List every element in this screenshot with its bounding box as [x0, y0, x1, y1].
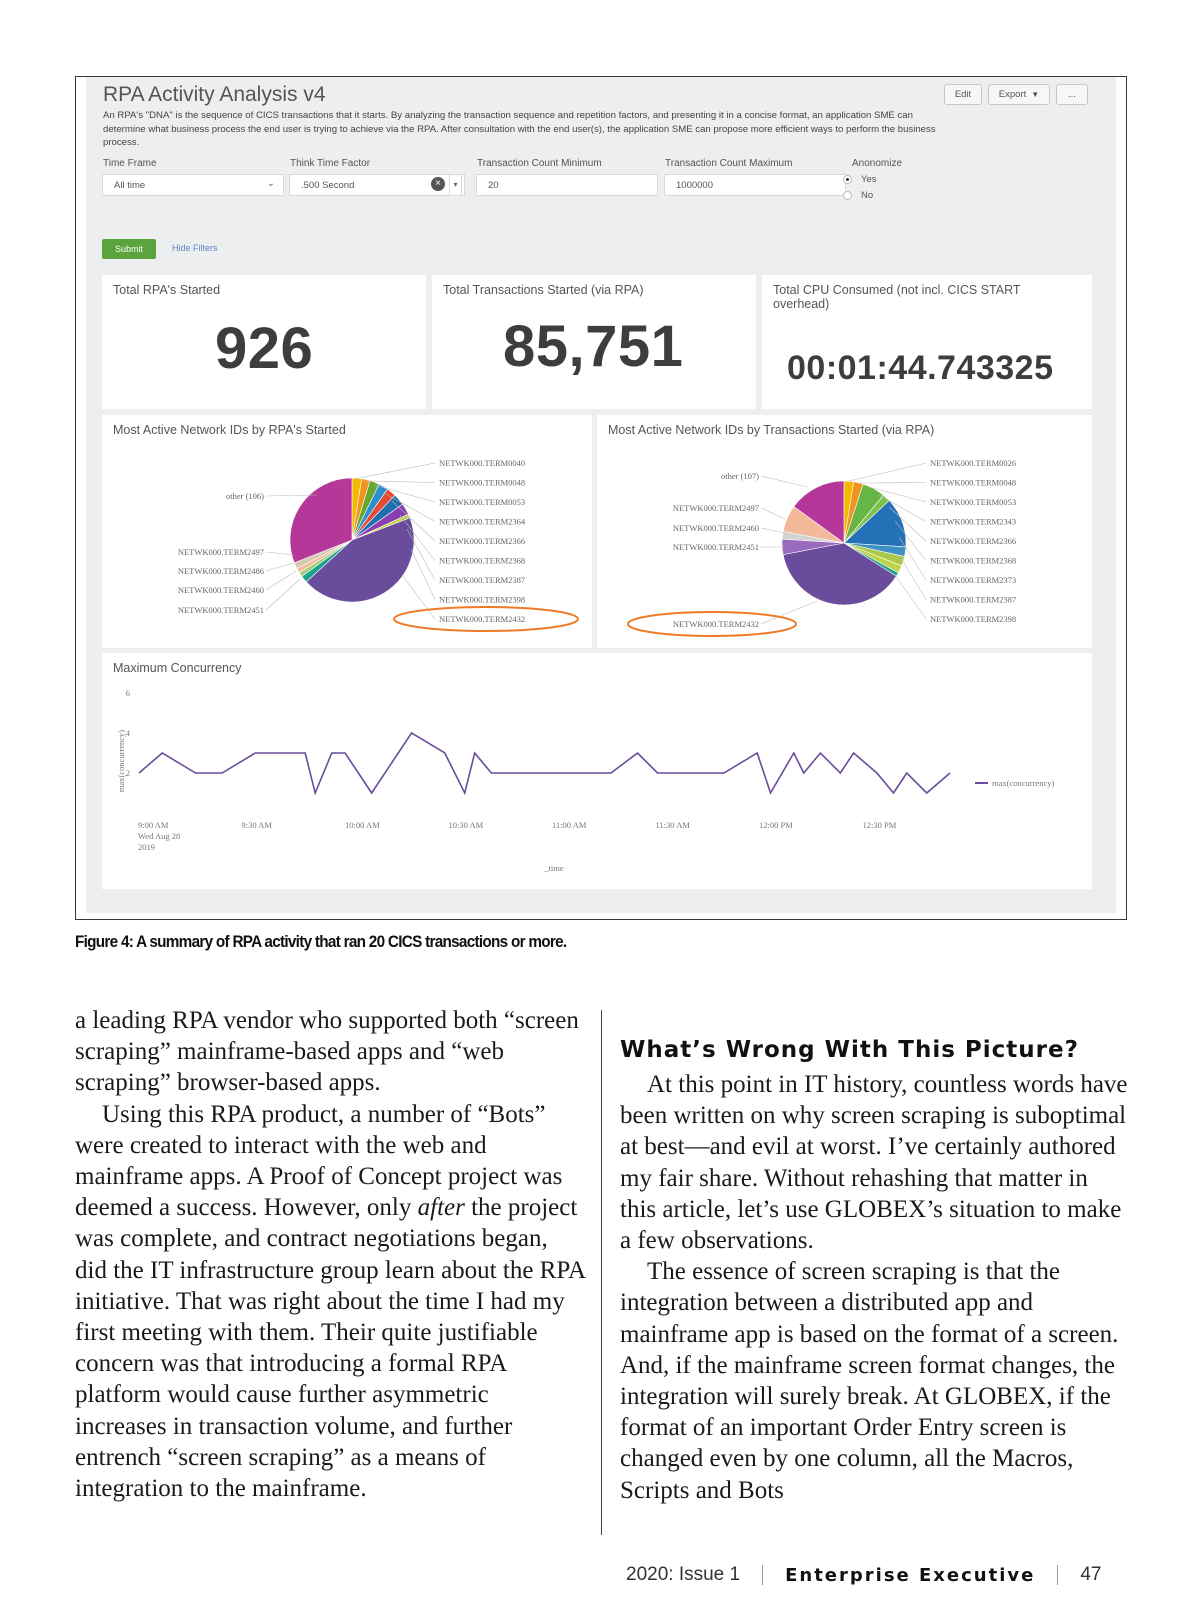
anonymize-yes-label: Yes — [861, 174, 877, 185]
column-divider — [601, 1010, 602, 1535]
more-button[interactable]: ... — [1056, 84, 1088, 105]
page-footer — [626, 1564, 1101, 1586]
slice-label: NETWK000.TERM2398 — [930, 614, 1017, 624]
slice-label: NETWK000.TERM0053 — [930, 497, 1017, 507]
kpi-panel-cpu — [762, 275, 1092, 409]
slice-label: other (107) — [720, 471, 759, 481]
x-tick-sublabel: 2019 — [138, 842, 155, 852]
leader-line — [859, 483, 926, 484]
article-right-column — [620, 1069, 1130, 1506]
pie-chart-transactions — [597, 415, 1092, 648]
leader-line — [354, 463, 435, 479]
y-tick-label: 4 — [125, 728, 130, 738]
slice-label: NETWK000.TERM2451 — [177, 605, 264, 615]
section-heading: What’s Wrong With This Picture? — [620, 1037, 1079, 1063]
slice-label: NETWK000.TERM0048 — [439, 477, 526, 488]
tx-min-input[interactable] — [476, 174, 658, 196]
leader-line — [266, 552, 294, 555]
concurrency-line-chart — [102, 653, 1092, 889]
kpi-label: Total RPA's Started — [113, 283, 221, 297]
tx-min-label: Transaction Count Minimum — [477, 158, 602, 169]
y-axis-label: max(concurrency) — [116, 729, 126, 793]
radio-selected-icon — [843, 175, 852, 184]
slice-label: NETWK000.TERM2460 — [672, 523, 759, 533]
concurrency-series-line — [139, 733, 950, 793]
figure-4 — [75, 76, 1127, 920]
think-time-label: Think Time Factor — [290, 158, 371, 169]
x-tick-label: 9:30 AM — [241, 820, 272, 830]
slice-label: NETWK000.TERM2432 — [672, 619, 759, 629]
edit-button[interactable]: Edit — [944, 84, 982, 105]
slice-label: NETWK000.TERM2451 — [672, 542, 759, 552]
x-tick-label: 12:00 PM — [759, 820, 793, 830]
tx-max-input[interactable] — [664, 174, 846, 196]
slice-label: NETWK000.TERM2486 — [177, 566, 264, 576]
kpi-label: Total CPU Consumed (not incl. CICS START overhead) — [773, 283, 1021, 311]
line-title: Maximum Concurrency — [113, 661, 242, 675]
dashboard-screenshot — [86, 77, 1116, 913]
figure-caption: Figure 4: A summary of RPA activity that ran 20 CICS transactions or more. — [75, 932, 567, 951]
slice-label: other (106) — [225, 491, 264, 501]
x-tick-label: 12:30 PM — [862, 820, 897, 830]
leader-line — [266, 579, 300, 610]
slice-label: NETWK000.TERM2497 — [672, 503, 759, 513]
emphasis: after — [417, 1194, 465, 1222]
x-tick-label: 10:30 AM — [448, 820, 484, 830]
y-tick-label: 6 — [125, 688, 130, 698]
publication-name: Enterprise Executive — [785, 1564, 1036, 1586]
kpi-value: 00:01:44.743325 — [787, 349, 1054, 387]
x-tick-label: 10:00 AM — [345, 820, 380, 830]
leader-line — [266, 563, 294, 571]
paragraph — [75, 1099, 585, 1505]
slice-label: NETWK000.TERM2366 — [439, 536, 526, 546]
paragraph-part: the project was complete, and contract negotiations began, did the IT infrastructure group learn about the RPA initiative. That was right about the time I had my first meeting with them. Their quite justifiable concern was that introducing a formal RPA platform would cause further asymmetric increases in transaction volume, and further entrench “screen scraping” as a means of integration to the mainframe. — [75, 1194, 585, 1503]
slice-label: NETWK000.TERM0026 — [930, 458, 1017, 468]
kpi-value: 926 — [215, 316, 314, 381]
kpi-value: 85,751 — [503, 314, 684, 379]
anonymize-no-label: No — [861, 190, 874, 201]
slice-label: NETWK000.TERM2432 — [439, 614, 526, 624]
slice-label: NETWK000.TERM2387 — [439, 575, 526, 585]
leader-line — [761, 476, 807, 487]
leader-line — [761, 528, 785, 533]
paragraph: a leading RPA vendor who supported both “screen scraping” mainframe-based apps and “web scraping” browser-based apps. — [75, 1007, 579, 1097]
export-label: Export — [998, 89, 1027, 100]
leader-line — [899, 555, 926, 600]
x-tick-sublabel: Wed Aug 28 — [138, 831, 181, 841]
pie-panel-rpas — [102, 415, 592, 648]
pie-chart-rpas — [102, 415, 592, 648]
footer-divider — [762, 1565, 763, 1585]
article-left-column — [75, 1005, 585, 1504]
tx-max-value: 1000000 — [676, 179, 713, 191]
kpi-panel-transactions — [432, 275, 756, 409]
paragraph-part: Using this RPA product, a number of “Bots” were created to interact with the web and mainframe apps. A Proof of Concept project was deemed a success. However, only — [75, 1100, 563, 1222]
slice-label: NETWK000.TERM2364 — [439, 516, 526, 527]
tx-max-label: Transaction Count Maximum — [665, 158, 793, 169]
chevron-down-icon: ⌄ — [266, 178, 275, 189]
x-axis-label: _time — [544, 863, 564, 873]
caret-down-icon[interactable]: ▾ — [449, 174, 462, 196]
leader-line — [849, 463, 926, 481]
slice-label: NETWK000.TERM2343 — [930, 516, 1017, 527]
pie-title: Most Active Network IDs by Transactions Started (via RPA) — [608, 423, 935, 437]
footer-divider — [1057, 1565, 1058, 1585]
anonymize-no[interactable] — [843, 190, 873, 201]
hide-filters-link[interactable]: Hide Filters — [172, 243, 218, 253]
slice-label: NETWK000.TERM2373 — [930, 575, 1017, 585]
leader-line — [761, 508, 785, 519]
issue-label: 2020: Issue 1 — [626, 1564, 741, 1585]
slice-label: NETWK000.TERM2497 — [177, 547, 264, 557]
x-tick-label: 9:00 AM — [138, 820, 169, 830]
slice-label: NETWK000.TERM2460 — [177, 585, 264, 595]
think-time-value: .500 Second — [301, 179, 355, 191]
chevron-down-icon: ▼ — [1031, 90, 1040, 99]
page-number: 47 — [1080, 1564, 1102, 1585]
slice-label: NETWK000.TERM0040 — [439, 458, 526, 468]
slice-label: NETWK000.TERM2387 — [930, 594, 1017, 605]
kpi-label: Total Transactions Started (via RPA) — [443, 283, 644, 297]
paragraph: The essence of screen scraping is that the integration between a distributed app and mainframe app is based on the format of a screen. And, if the mainframe screen format changes, the integration will surely break. At GLOBEX, if the format of an important Order Entry screen is changed even by one column, all the Macros, Scripts and Bots — [620, 1258, 1119, 1504]
anonymize-label: Anonomize — [852, 158, 903, 169]
pie-title: Most Active Network IDs by RPA's Started — [113, 423, 346, 437]
legend-label: max(concurrency) — [992, 778, 1055, 788]
slice-label: NETWK000.TERM2398 — [439, 594, 526, 605]
time-frame-select[interactable] — [102, 174, 284, 196]
paragraph: At this point in IT history, countless words have been written on why screen scraping is suboptimal at best—and evil at worst. I’ve certainly authored my fair share. Without rehashing that matter in this article, let’s use GLOBEX’s situation to make a few observations. — [620, 1071, 1128, 1255]
slice-label: NETWK000.TERM2368 — [930, 555, 1017, 566]
slice-label: NETWK000.TERM2366 — [930, 536, 1017, 546]
kpi-panel-rpas — [102, 275, 426, 409]
time-frame-label: Time Frame — [103, 158, 157, 169]
leader-line — [761, 601, 817, 624]
radio-empty-icon — [843, 191, 852, 200]
export-button[interactable] — [988, 84, 1050, 105]
y-tick-label: 2 — [125, 768, 130, 778]
x-tick-label: 11:00 AM — [552, 820, 587, 830]
concurrency-panel — [102, 653, 1092, 889]
slice-label: NETWK000.TERM2368 — [439, 555, 526, 566]
submit-button[interactable]: Submit — [102, 239, 156, 259]
leader-line — [895, 575, 926, 619]
slice-label: NETWK000.TERM0048 — [930, 477, 1017, 488]
tx-min-value: 20 — [488, 179, 499, 191]
clear-icon[interactable]: × — [431, 177, 445, 191]
pie-panel-transactions — [597, 415, 1092, 648]
x-tick-label: 11:30 AM — [655, 820, 690, 830]
anonymize-yes[interactable] — [843, 174, 877, 185]
dashboard-description: An RPA's "DNA" is the sequence of CICS transactions that it starts. By analyzing the transaction sequence and repetition factors, and presenting it in a concise format, an application SME can determine what business process the end user is trying to achieve via the RPA. After consultation with the end user(s), the application SME can propose more efficient ways to perform the business process. — [103, 110, 936, 148]
dashboard-title: RPA Activity Analysis v4 — [103, 83, 326, 106]
slice-label: NETWK000.TERM0053 — [439, 497, 526, 507]
time-frame-value: All time — [114, 179, 146, 191]
